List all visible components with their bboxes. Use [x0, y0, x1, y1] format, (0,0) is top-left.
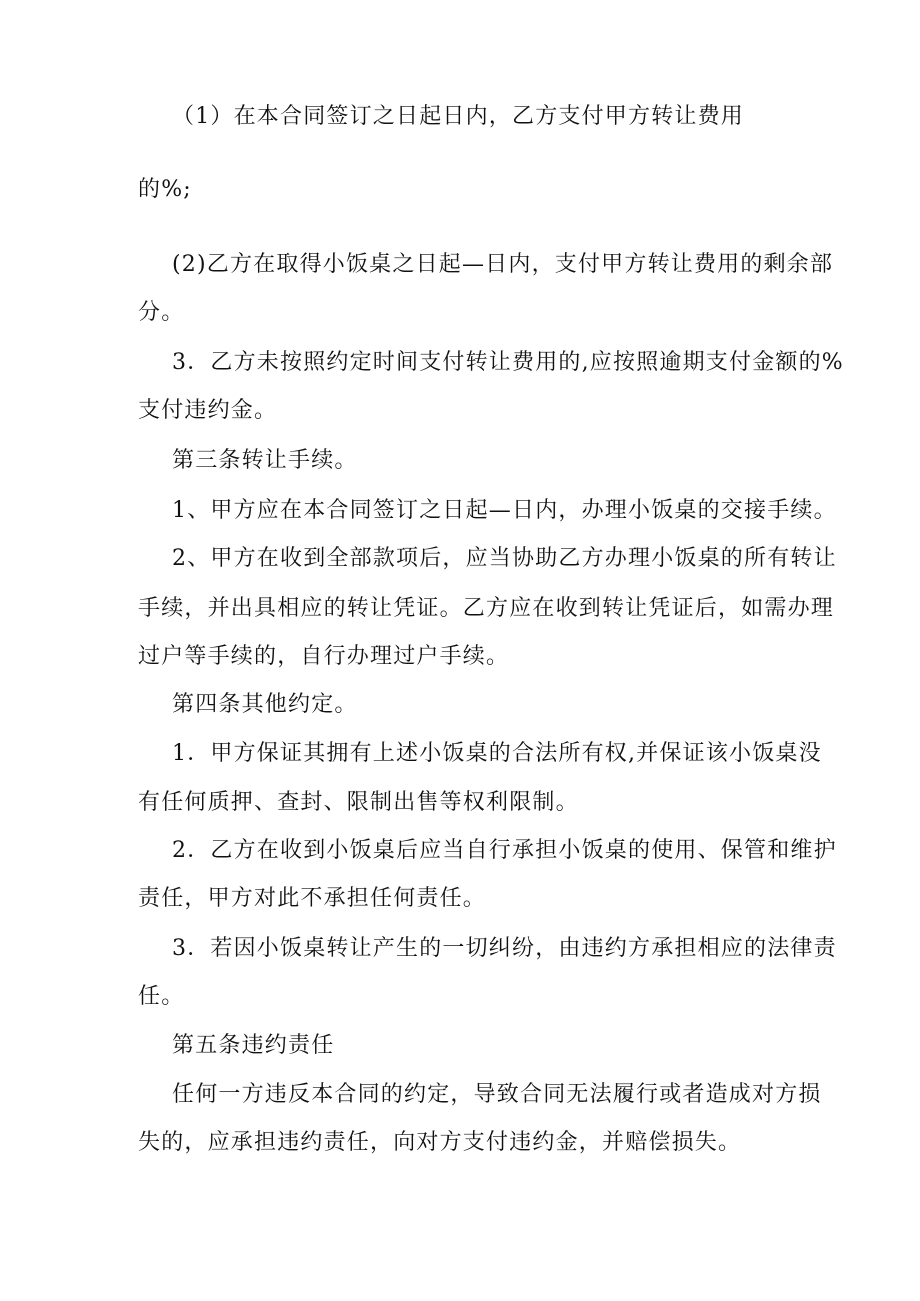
paragraph-line: 3．乙方未按照约定时间支付转让费用的,应按照逾期支付金额的%: [172, 350, 844, 375]
paragraph-line: 3．若因小饭桌转让产生的一切纠纷，由违约方承担相应的法律责: [172, 936, 837, 961]
paragraph-line: 有任何质押、查封、限制出售等权利限制。: [138, 790, 579, 815]
paragraph-line: 过户等手续的，自行办理过户手续。: [138, 644, 510, 669]
paragraph-line: 2．乙方在收到小饭桌后应当自行承担小饭桌的使用、保管和维护: [172, 838, 837, 863]
paragraph-line: 手续，并出具相应的转让凭证。乙方应在收到转让凭证后，如需办理: [138, 596, 835, 621]
paragraph-line: 1、甲方应在本合同签订之日起—日内，办理小饭桌的交接手续。: [172, 498, 837, 523]
paragraph-line: 1．甲方保证其拥有上述小饭桌的合法所有权,并保证该小饭桌没: [172, 741, 822, 766]
paragraph-line: （1）在本合同签订之日起日内，乙方支付甲方转让费用: [172, 104, 744, 129]
section-heading: 第五条违约责任: [172, 1033, 335, 1058]
paragraph-line: 失的，应承担违约责任，向对方支付违约金，并赔偿损失。: [138, 1130, 742, 1155]
paragraph-line: 责任，甲方对此不承担任何责任。: [138, 886, 487, 911]
paragraph-line: 任。: [138, 984, 185, 1009]
paragraph-line: 分。: [138, 300, 185, 325]
paragraph-line: 的%;: [138, 177, 192, 202]
paragraph-line: (2)乙方在取得小饭桌之日起—日内，支付甲方转让费用的剩余部: [172, 252, 834, 277]
paragraph-line: 任何一方违反本合同的约定，导致合同无法履行或者造成对方损: [172, 1082, 822, 1107]
section-heading: 第四条其他约定。: [172, 692, 358, 717]
paragraph-line: 2、甲方在收到全部款项后，应当协助乙方办理小饭桌的所有转让: [172, 546, 837, 571]
section-heading: 第三条转让手续。: [172, 448, 358, 473]
paragraph-line: 支付违约金。: [138, 398, 278, 423]
